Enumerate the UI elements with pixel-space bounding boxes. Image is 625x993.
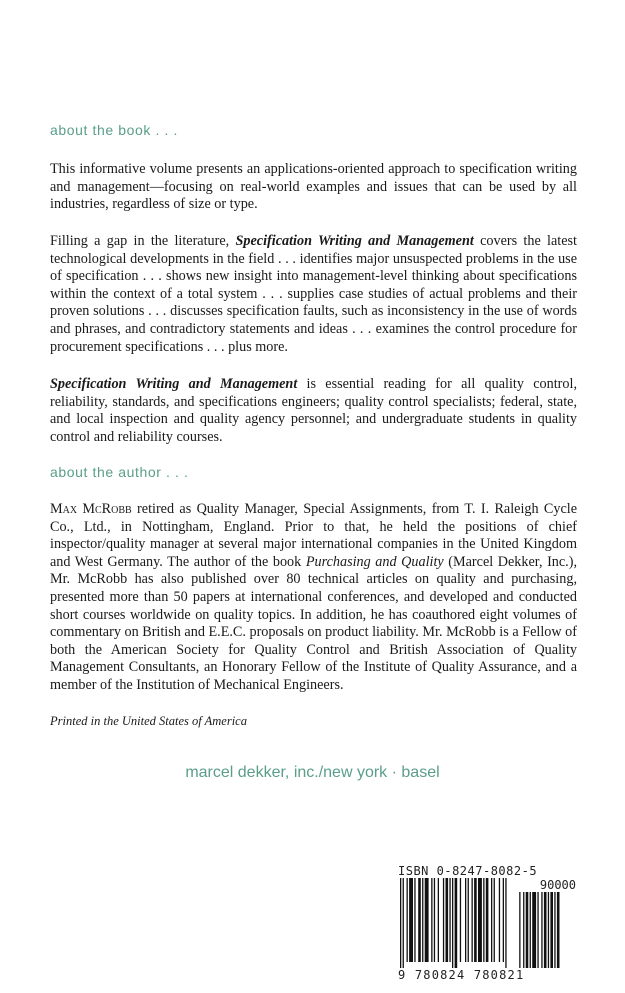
about-book-paragraph-3 <box>50 376 577 446</box>
isbn-barcode-block <box>392 864 582 984</box>
about-book-paragraph-2 <box>50 233 577 356</box>
paragraph-3-book-title: Specification Writing and Management <box>50 376 298 392</box>
barcode-bar <box>449 878 450 962</box>
barcode-bar <box>505 878 506 968</box>
barcode-bar <box>460 878 461 962</box>
barcode-bar <box>452 878 453 968</box>
barcode-bar <box>478 878 482 962</box>
barcode-bar <box>465 878 466 962</box>
barcode-bar <box>468 878 469 962</box>
barcode-addon-bar <box>526 892 529 968</box>
about-author-paragraph <box>50 501 577 695</box>
barcode-bar <box>409 878 413 962</box>
paragraph-2-lead: Filling a gap in the literature, <box>50 233 236 249</box>
paragraph-2-book-title: Specification Writing and Management <box>235 233 474 249</box>
publisher-imprint: marcel dekker, inc./new york · basel <box>185 764 440 781</box>
barcode-bar <box>486 878 489 962</box>
barcode-addon-bar <box>530 892 531 968</box>
barcode-bar <box>446 878 449 962</box>
barcode-digits: 9 780824 780821 <box>398 968 525 982</box>
barcode-bar <box>403 878 404 968</box>
barcode-bar <box>499 878 500 962</box>
paragraph-3-rest: is essential reading for all quality control, reliability, standards, and specifications engineers; quality control specialists; federal, state, and local inspection and quality agency personnel; and undergraduate students in quality control and reliability courses. <box>50 376 577 445</box>
barcode-bar <box>407 878 408 962</box>
about-book-heading: about the book . . . <box>50 122 178 138</box>
barcode-image <box>392 878 582 970</box>
barcode-bar <box>400 878 401 968</box>
barcode-bar <box>443 878 444 962</box>
barcode-bar <box>474 878 477 962</box>
about-book-paragraph-1: This informative volume presents an applications-oriented approach to specification writing and management—focusing on real-world examples and issues that can be used by all industries, regardless of size or type. <box>50 161 577 213</box>
barcode-addon-bar <box>519 892 520 968</box>
barcode-addon-bar <box>550 892 553 968</box>
barcode-bar <box>422 878 423 962</box>
barcode-addon-bar <box>544 892 547 968</box>
barcode-addon-bar <box>537 892 538 968</box>
author-bio-part-1: retired as Quality Manager, Special Assignments, from T. I. Raleigh Cycle Co., Ltd., in Nottingham, England. Prior to that, he held the positions of chief inspector/quality manager at several major international companies in the United Kingdom and West Germany. The author of the book <box>50 501 578 570</box>
barcode-bar <box>472 878 473 962</box>
about-author-heading: about the author . . . <box>50 464 189 480</box>
barcode-bar <box>494 878 495 962</box>
barcode-bar <box>431 878 432 962</box>
barcode-bar <box>438 878 439 962</box>
price-code: 90000 <box>539 878 576 892</box>
author-bio-part-2: (Marcel Dekker, Inc.), Mr. McRobb has also published over 80 technical articles on quality and purchasing, presented more than 50 papers at international conferences, and developed and conducted short courses worldwide on quality topics. In addition, he has coauthored eight volumes of commentary on British and E.E.C. proposals on product liability. Mr. McRobb is a Fellow of both the American Society for Quality Control and British Association of Quality Management Consultants, an Honorary Fellow of the Institute of Quality Assurance, and a member of the Institution of Mechanical Engineers. <box>50 553 578 693</box>
author-book-title: Purchasing and Quality <box>305 553 444 570</box>
barcode-bar <box>503 878 504 962</box>
barcode-bar <box>491 878 492 962</box>
barcode-bar <box>434 878 435 962</box>
isbn-number: ISBN 0-8247-8082-5 <box>398 864 538 878</box>
barcode-bar <box>483 878 484 962</box>
barcode-addon-bar <box>554 892 555 968</box>
author-name: Max McRobb <box>50 501 132 517</box>
barcode-addon-bar <box>557 892 560 968</box>
barcode-addon-bar <box>541 892 542 968</box>
barcode-bar <box>425 878 429 962</box>
printed-in-note: Printed in the United States of America <box>50 714 247 728</box>
barcode-bar <box>414 878 415 962</box>
barcode-addon-bar <box>548 892 549 968</box>
barcode-addon-bar <box>523 892 524 968</box>
barcode-bar <box>455 878 458 968</box>
paragraph-2-rest: covers the latest technological developments in the field . . . identifies major unsuspected problems in the use of specification . . . shows new insight into management-level thinking about specifications within the context of a total system . . . supplies case studies of actual problems and their proven solutions . . . discusses specification faults, such as inconsistency in the use of words and phrases, and contradictory statements and ideas . . . examines the control procedure for procurement specifications . . . plus more. <box>50 233 577 355</box>
barcode-addon-bar <box>532 892 536 968</box>
barcode-bar <box>418 878 421 962</box>
